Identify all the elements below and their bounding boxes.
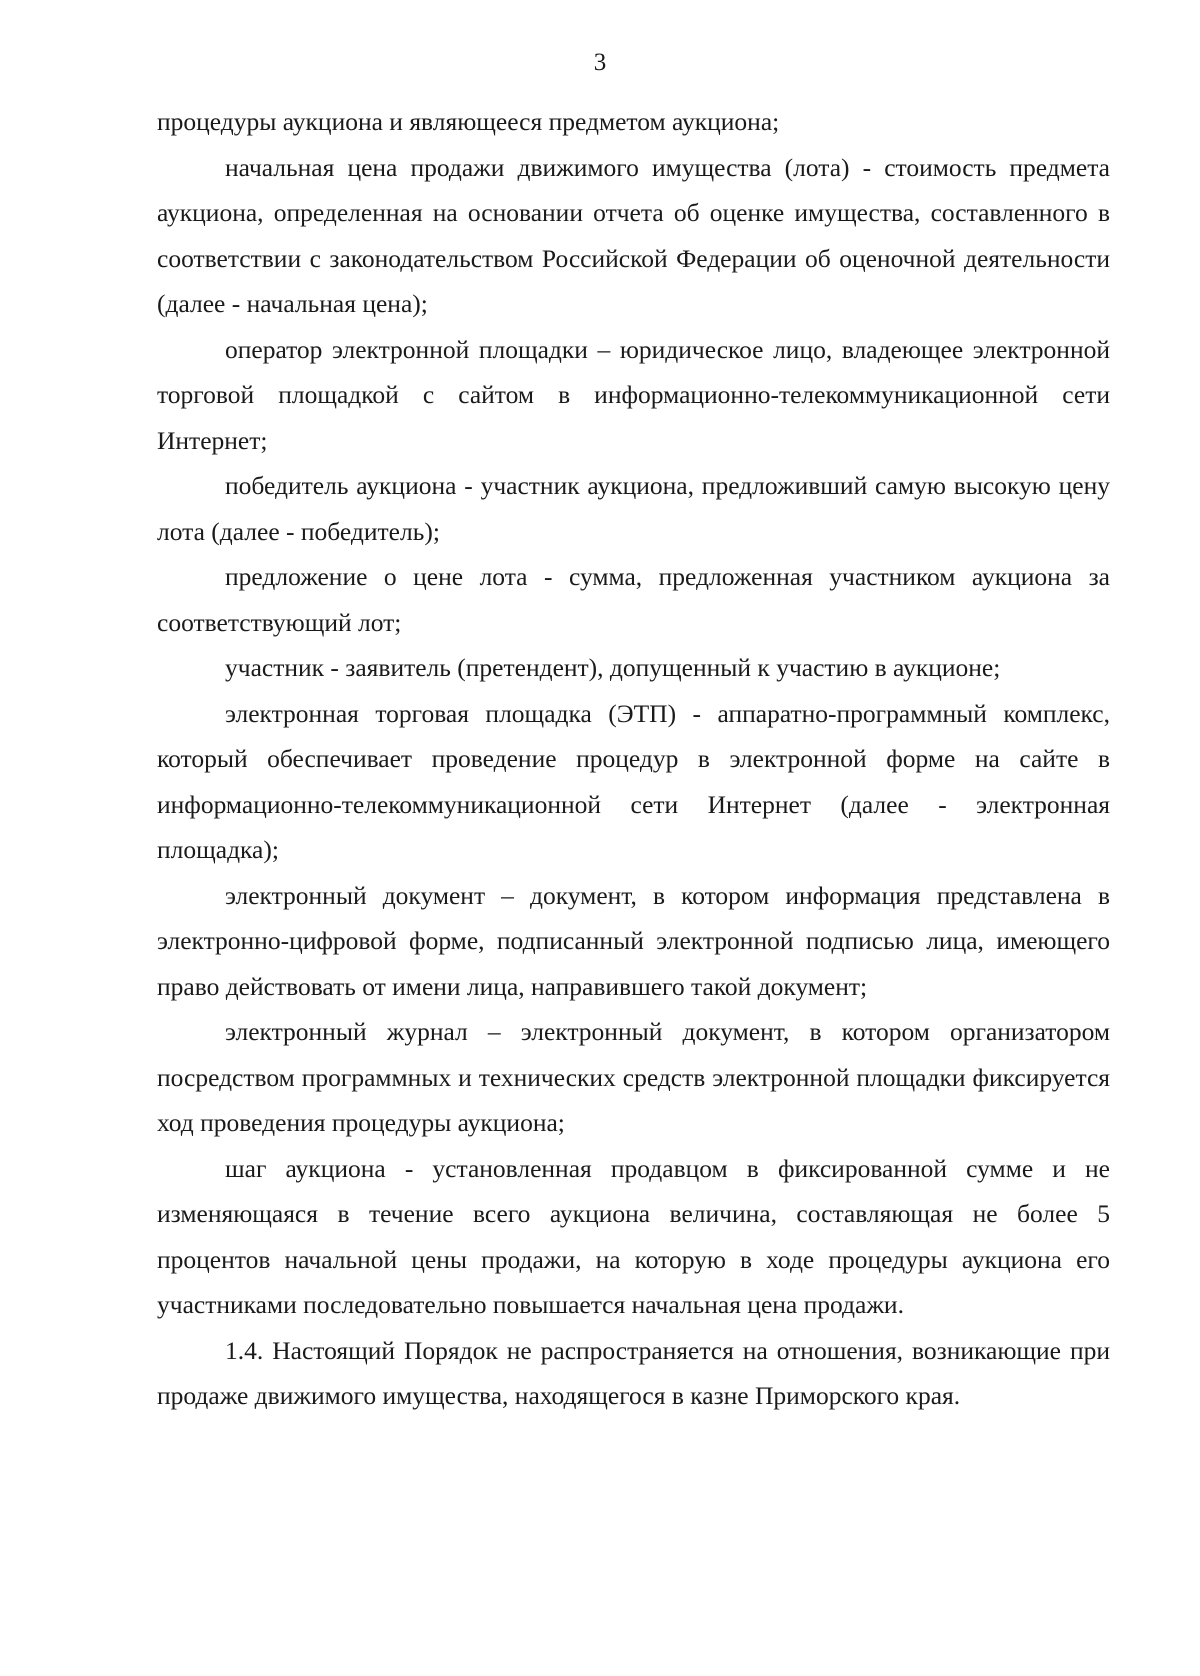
- paragraph-platform-operator: оператор электронной площадки – юридическое лицо, владеющее электронной торговой площадкой с сайтом в информационно-телекоммуникационной сети Интернет;: [157, 334, 1110, 455]
- paragraph-continuation: процедуры аукциона и являющееся предметом аукциона;: [157, 107, 780, 136]
- paragraph-auction-step: шаг аукциона - установленная продавцом в фиксированной сумме и не изменяющаяся в течение всего аукциона величина, составляющая не более 5 процентов начальной цены продажи, на которую в ходе процедуры аукциона его участниками последовательно повышается начальная цена продажи.: [157, 1153, 1110, 1319]
- paragraph-clause-1-4: 1.4. Настоящий Порядок не распространяется на отношения, возникающие при продаже движимого имущества, находящегося в казне Приморского края.: [157, 1335, 1110, 1410]
- document-body: [157, 99, 1110, 1419]
- paragraph-electronic-platform: электронная торговая площадка (ЭТП) - аппаратно-программный комплекс, который обеспечивает проведение процедур в электронной форме на сайте в информационно-телекоммуникационной сети Интернет (далее - электронная площадка);: [157, 698, 1110, 864]
- paragraph-participant: участник - заявитель (претендент), допущенный к участию в аукционе;: [225, 653, 1001, 682]
- paragraph-auction-winner: победитель аукциона - участник аукциона, предложивший самую высокую цену лота (далее - победитель);: [157, 471, 1110, 546]
- paragraph-starting-price: начальная цена продажи движимого имущества (лота) - стоимость предмета аукциона, определенная на основании отчета об оценке имущества, составленного в соответствии с законодательством Российской Федерации об оценочной деятельности (далее - начальная цена);: [157, 152, 1110, 318]
- paragraph-electronic-document: электронный документ – документ, в котором информация представлена в электронно-цифровой форме, подписанный электронной подписью лица, имеющего право действовать от имени лица, направившего такой документ;: [157, 880, 1110, 1001]
- page-number: 3: [593, 49, 607, 76]
- paragraph-electronic-journal: электронный журнал – электронный документ, в котором организатором посредством программных и технических средств электронной площадки фиксируется ход проведения процедуры аукциона;: [157, 1017, 1110, 1137]
- paragraph-lot-price-offer: предложение о цене лота - сумма, предложенная участником аукциона за соответствующий лот;: [157, 562, 1110, 637]
